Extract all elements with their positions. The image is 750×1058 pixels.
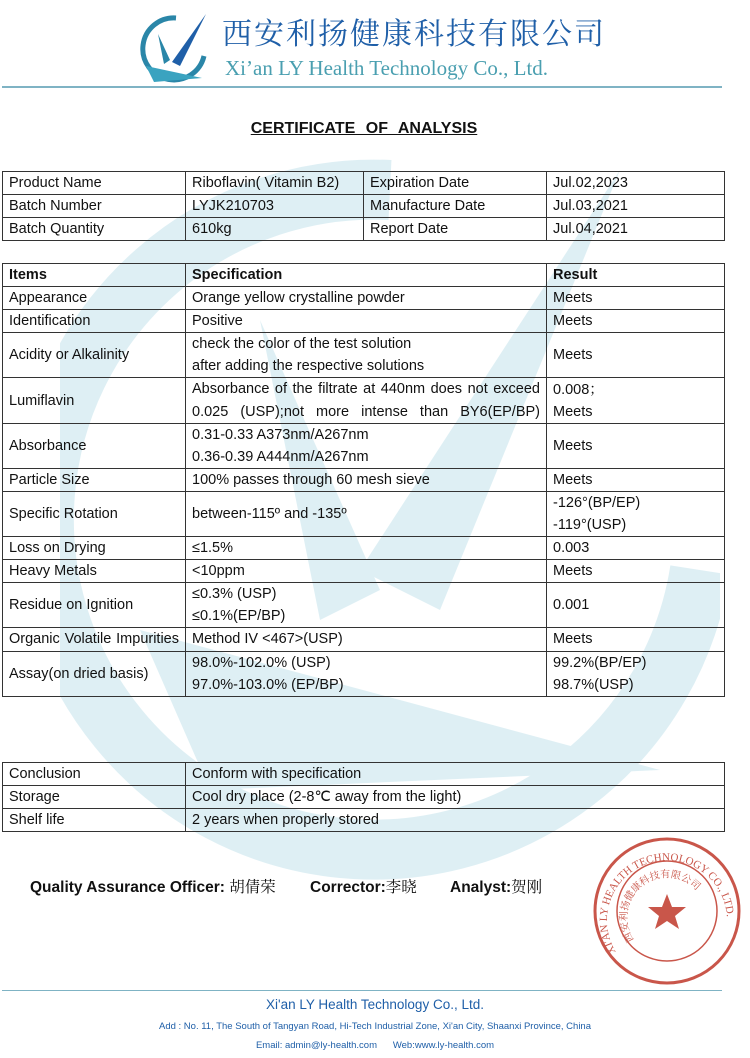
table-row-cell: ≤0.3% (USP) ≤0.1%(EP/BP) bbox=[186, 583, 547, 628]
table-row-cell: 100% passes through 60 mesh sieve bbox=[186, 469, 547, 492]
table-row-cell: Meets bbox=[547, 560, 725, 583]
test-results-table bbox=[2, 263, 725, 697]
table-row-cell: -126°(BP/EP) -119°(USP) bbox=[547, 492, 725, 537]
table-row bbox=[3, 560, 725, 583]
table-row-cell: Absorbance bbox=[3, 424, 186, 469]
header-divider bbox=[2, 86, 722, 88]
conclusion-row-cell: Cool dry place (2-8℃ away from the light) bbox=[186, 786, 725, 809]
footer-web: Web:www.ly-health.com bbox=[392, 1040, 495, 1051]
info-row bbox=[3, 195, 725, 218]
table-row-cell: Loss on Drying bbox=[3, 537, 186, 560]
conclusion-row-cell: 2 years when properly stored bbox=[186, 809, 725, 832]
qa-officer-label: Quality Assurance Officer: bbox=[30, 879, 225, 896]
table-header-row-cell: Specification bbox=[186, 264, 547, 287]
conclusion-row bbox=[3, 786, 725, 809]
corrector-name: 李晓 bbox=[385, 879, 417, 896]
table-row bbox=[3, 310, 725, 333]
table-row bbox=[3, 628, 725, 652]
info-row-cell: Jul.02,2023 bbox=[547, 172, 725, 195]
footer-email: Email: admin@ly-health.com bbox=[255, 1040, 377, 1051]
table-row-cell: 0.008； Meets bbox=[547, 378, 725, 424]
table-row bbox=[3, 469, 725, 492]
document-title: CERTIFICATE OF ANALYSIS bbox=[250, 120, 478, 137]
info-row-cell: Riboflavin( Vitamin B2) bbox=[186, 172, 364, 195]
table-row-cell: Specific Rotation bbox=[3, 492, 186, 537]
footer-company: Xi'an LY Health Technology Co., Ltd. bbox=[266, 997, 484, 1012]
info-row-cell: Jul.03,2021 bbox=[547, 195, 725, 218]
stamp-outer-text: XI'AN LY HEALTH TECHNOLOGY CO., LTD. bbox=[597, 851, 736, 957]
qa-officer-signature bbox=[30, 878, 276, 898]
table-row-cell: Meets bbox=[547, 310, 725, 333]
info-row-cell: Batch Quantity bbox=[3, 218, 186, 241]
footer-contact bbox=[0, 1039, 750, 1052]
info-row-cell: 610kg bbox=[186, 218, 364, 241]
info-row-cell: Report Date bbox=[364, 218, 547, 241]
table-row-cell: Residue on Ignition bbox=[3, 583, 186, 628]
table-row-cell: 99.2%(BP/EP) 98.7%(USP) bbox=[547, 651, 725, 696]
table-row-cell: Meets bbox=[547, 628, 725, 652]
table-row-cell: Identification bbox=[3, 310, 186, 333]
table-row-cell: Orange yellow crystalline powder bbox=[186, 287, 547, 310]
table-row-cell: between-115º and -135º bbox=[186, 492, 547, 537]
table-row-cell: Appearance bbox=[3, 287, 186, 310]
table-row-cell: 98.0%-102.0% (USP) 97.0%-103.0% (EP/BP) bbox=[186, 651, 547, 696]
product-info-table bbox=[2, 171, 725, 241]
table-row bbox=[3, 333, 725, 378]
conclusion-table bbox=[2, 762, 725, 832]
info-row bbox=[3, 218, 725, 241]
analyst-signature bbox=[450, 878, 542, 898]
conclusion-row-cell: Conform with specification bbox=[186, 763, 725, 786]
table-row-cell: Meets bbox=[547, 424, 725, 469]
info-row-cell: Manufacture Date bbox=[364, 195, 547, 218]
table-row-cell: Positive bbox=[186, 310, 547, 333]
table-row-cell: Assay(on dried basis) bbox=[3, 651, 186, 696]
table-row-cell: Meets bbox=[547, 333, 725, 378]
table-row-cell: Organic Volatile Impurities bbox=[3, 628, 186, 652]
table-row-cell: 0.003 bbox=[547, 537, 725, 560]
info-row-cell: Product Name bbox=[3, 172, 186, 195]
info-row-cell: Expiration Date bbox=[364, 172, 547, 195]
table-row-cell: Meets bbox=[547, 287, 725, 310]
info-row-cell: LYJK210703 bbox=[186, 195, 364, 218]
table-row bbox=[3, 651, 725, 696]
table-row bbox=[3, 583, 725, 628]
company-logo-icon bbox=[136, 12, 208, 84]
table-row-cell: Method IV <467>(USP) bbox=[186, 628, 547, 652]
table-row-cell: Absorbance of the filtrate at 440nm does not exceed 0.025 (USP);not more intense than BY6(EP/BP) bbox=[186, 378, 547, 424]
footer-address: Add : No. 11, The South of Tangyan Road, Hi-Tech Industrial Zone, Xi'an City, Shaanxi Province, China bbox=[158, 1021, 592, 1032]
table-row bbox=[3, 492, 725, 537]
table-row bbox=[3, 537, 725, 560]
qa-officer-name: 胡倩荣 bbox=[229, 879, 276, 896]
table-row bbox=[3, 424, 725, 469]
table-row bbox=[3, 378, 725, 424]
table-row-cell: Particle Size bbox=[3, 469, 186, 492]
table-row-cell: Heavy Metals bbox=[3, 560, 186, 583]
stamp-inner-text: 西安利扬健康科技有限公司 bbox=[618, 869, 703, 944]
company-name-english: Xi’an LY Health Technology Co., Ltd. bbox=[225, 56, 549, 80]
analyst-name: 贺刚 bbox=[511, 879, 543, 896]
table-header-row-cell: Result bbox=[547, 264, 725, 287]
table-row-cell: Acidity or Alkalinity bbox=[3, 333, 186, 378]
table-row-cell: 0.001 bbox=[547, 583, 725, 628]
info-row-cell: Batch Number bbox=[3, 195, 186, 218]
table-row-cell: ≤1.5% bbox=[186, 537, 547, 560]
company-name-chinese: 西安利扬健康科技有限公司 bbox=[222, 17, 606, 52]
table-row-cell: Meets bbox=[547, 469, 725, 492]
conclusion-row-cell: Shelf life bbox=[3, 809, 186, 832]
conclusion-row-cell: Conclusion bbox=[3, 763, 186, 786]
table-row bbox=[3, 287, 725, 310]
footer-divider bbox=[2, 990, 722, 991]
table-row-cell: Lumiflavin bbox=[3, 378, 186, 424]
corrector-label: Corrector: bbox=[310, 879, 386, 896]
conclusion-row bbox=[3, 809, 725, 832]
conclusion-row-cell: Storage bbox=[3, 786, 186, 809]
analyst-label: Analyst: bbox=[450, 879, 512, 896]
corrector-signature bbox=[310, 878, 417, 898]
table-row-cell: <10ppm bbox=[186, 560, 547, 583]
table-header-row-cell: Items bbox=[3, 264, 186, 287]
info-row bbox=[3, 172, 725, 195]
table-row-cell: 0.31-0.33 A373nm/A267nm 0.36-0.39 A444nm/A267nm bbox=[186, 424, 547, 469]
info-row-cell: Jul.04,2021 bbox=[547, 218, 725, 241]
table-row-cell: check the color of the test solution after adding the respective solutions bbox=[186, 333, 547, 378]
conclusion-row bbox=[3, 763, 725, 786]
company-seal-stamp bbox=[592, 836, 742, 986]
table-header-row bbox=[3, 264, 725, 287]
